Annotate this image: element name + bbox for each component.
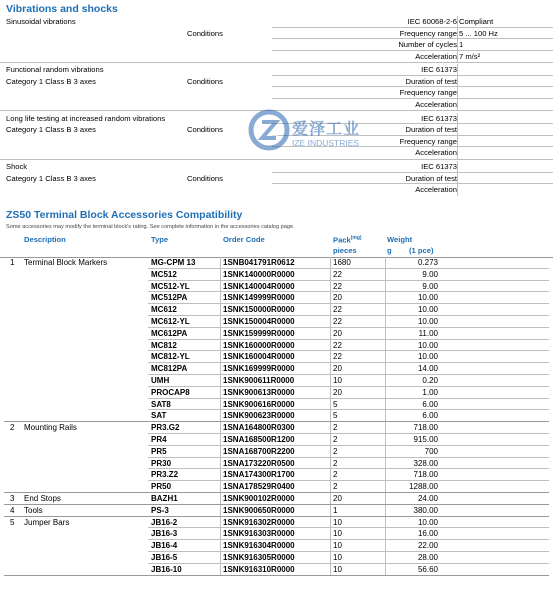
table-row [0, 564, 553, 576]
row-order-code: 1SNK900102R0000 [223, 494, 295, 503]
header-per-piece: (1 pce) [409, 246, 434, 255]
row-type: JB16-2 [151, 517, 178, 527]
row-pack: 2 [333, 458, 338, 468]
row-pack: 2 [333, 446, 338, 456]
category-label: Category 1 Class B 3 axes [6, 125, 96, 134]
row-pack: 1680 [333, 258, 351, 267]
row-pack: 22 [333, 281, 342, 291]
row-weight: 1.00 [422, 387, 438, 397]
vib-row [0, 39, 553, 51]
conditions-label: Conditions [187, 125, 223, 134]
row-type: MC812PA [151, 364, 188, 374]
row-type: JB16-4 [151, 541, 178, 551]
row-type: UMH [151, 376, 170, 385]
row-type: SAT [151, 411, 167, 421]
row-description: Tools [24, 505, 43, 515]
table-row [0, 304, 553, 316]
row-weight: 915.00 [413, 435, 438, 444]
row-order-code: 1SNB041791R0612 [223, 258, 295, 267]
table-row [0, 316, 553, 328]
row-order-code: 1SNA174300R1700 [223, 470, 295, 480]
row-number: 3 [10, 494, 15, 503]
row-order-code: 1SNK160000R0000 [223, 340, 295, 350]
row-type: JB16-3 [151, 529, 178, 539]
table-row [0, 292, 553, 304]
compliance-value: Compliant [459, 17, 494, 26]
row-weight: 56.60 [417, 564, 438, 574]
row-order-code: 1SNK916305R0000 [223, 553, 295, 562]
row-order-code: 1SNK900650R0000 [223, 505, 295, 515]
row-weight: 11.00 [418, 328, 438, 338]
row-order-code: 1SNK140004R0000 [223, 281, 295, 291]
freq-range-label: Frequency range [399, 28, 457, 38]
row-weight: 14.00 [417, 364, 438, 374]
row-order-code: 1SNK916303R0000 [223, 529, 295, 539]
accel-label: Acceleration [415, 185, 457, 194]
row-pack: 10 [333, 553, 342, 562]
vib-row [0, 51, 553, 64]
cycles-label: Number of cycles [398, 40, 457, 49]
header-description: Description [24, 235, 66, 244]
row-weight: 700 [424, 446, 438, 456]
table-row [0, 469, 553, 481]
row-pack: 5 [333, 399, 338, 409]
row-number: 1 [10, 258, 15, 267]
table-row [0, 493, 553, 505]
row-pack: 10 [333, 376, 342, 385]
row-pack: 22 [333, 340, 342, 350]
row-order-code: 1SNK160004R0000 [223, 352, 295, 362]
table-row [0, 281, 553, 293]
row-weight: 380.00 [413, 505, 438, 515]
row-weight: 718.00 [413, 423, 438, 433]
duration-label: Duration of test [405, 125, 457, 134]
row-number: 5 [10, 517, 15, 527]
row-type: PR3.Z2 [151, 470, 179, 480]
row-weight: 22.00 [417, 541, 438, 551]
table-row [0, 528, 553, 540]
watermark-cn: 爱泽工业 [292, 121, 361, 138]
category-label: Category 1 Class B 3 axes [6, 173, 96, 183]
table-row [0, 434, 553, 446]
norm-value: IEC 61373 [421, 162, 457, 171]
vib-row [0, 173, 553, 185]
row-pack: 20 [333, 293, 342, 303]
row-weight: 28.00 [417, 553, 438, 562]
conditions-label: Conditions [187, 173, 223, 183]
table-row [0, 328, 553, 340]
row-weight: 16.00 [417, 529, 438, 539]
header-pieces: pieces [333, 246, 357, 255]
row-type: PR50 [151, 482, 172, 492]
row-number: 2 [10, 423, 15, 433]
row-description: Terminal Block Markers [24, 258, 108, 267]
row-type: PS-3 [151, 505, 169, 515]
row-pack: 22 [333, 269, 342, 279]
table-row [0, 410, 553, 422]
norm-value: IEC 60068-2-6 [407, 17, 457, 26]
vib-row [0, 28, 553, 40]
table-row [0, 399, 553, 411]
row-type: MC612-YL [151, 317, 190, 326]
header-pack-label: Pack [333, 235, 351, 245]
table-row [0, 505, 553, 517]
row-order-code: 1SNK916302R0000 [223, 517, 295, 527]
row-weight: 10.00 [417, 517, 438, 527]
accel-value: 7 m/s² [459, 51, 481, 61]
table-row [0, 540, 553, 552]
functional-label: Functional random vibrations [6, 65, 104, 74]
row-type: MC512PA [151, 293, 188, 303]
accessories-note: Some accessories may modify the terminal block's rating. See complete information in the accessories catalog page. [6, 224, 295, 230]
ize-logo-icon [248, 108, 290, 152]
table-row [0, 375, 553, 387]
header-type: Type [151, 235, 169, 244]
row-order-code: 1SNK900623R0000 [223, 411, 295, 421]
row-pack: 2 [333, 470, 338, 480]
row-type: JB16-10 [151, 564, 182, 574]
table-row [0, 340, 553, 352]
conditions-label: Conditions [187, 28, 223, 38]
row-type: PR30 [151, 458, 172, 468]
row-pack: 20 [333, 387, 342, 397]
row-type: MC612 [151, 305, 177, 315]
row-type: PR4 [151, 435, 167, 444]
row-type: JB16-5 [151, 553, 178, 562]
row-order-code: 1SNK900611R0000 [223, 376, 295, 385]
header-pack-sup: (mg) [350, 235, 362, 241]
table-row [0, 422, 553, 434]
table-row [0, 269, 553, 281]
row-order-code: 1SNK140000R0000 [223, 269, 295, 279]
conditions-label: Conditions [187, 76, 223, 86]
header-pack [333, 235, 362, 245]
row-description: Jumper Bars [24, 517, 70, 527]
row-weight: 10.00 [417, 340, 438, 350]
row-weight: 0.273 [417, 258, 438, 267]
row-pack: 20 [333, 364, 342, 374]
long-life-label: Long life testing at increased random vibrations [6, 113, 166, 123]
row-type: BAZH1 [151, 494, 178, 503]
row-weight: 0.20 [422, 376, 438, 385]
row-order-code: 1SNA178529R0400 [223, 482, 295, 492]
row-weight: 24.00 [417, 494, 438, 503]
duration-label: Duration of test [405, 173, 457, 183]
table-row [0, 363, 553, 375]
table-row [0, 446, 553, 458]
table-row [0, 517, 553, 529]
row-order-code: 1SNA168700R2200 [223, 446, 295, 456]
accel-label: Acceleration [415, 99, 457, 109]
row-order-code: 1SNK149999R0000 [223, 293, 295, 303]
accel-label: Acceleration [415, 51, 457, 61]
row-order-code: 1SNK150000R0000 [223, 305, 295, 315]
row-order-code: 1SNA173220R0500 [223, 458, 295, 468]
header-weight: Weight [387, 235, 413, 244]
row-weight: 9.00 [422, 281, 438, 291]
vibrations-title: Vibrations and shocks [6, 3, 118, 15]
row-pack: 22 [333, 317, 342, 326]
accessories-header [0, 233, 553, 258]
row-order-code: 1SNA168500R1200 [223, 435, 295, 444]
row-weight: 10.00 [417, 317, 438, 326]
cycles-value: 1 [459, 40, 464, 49]
row-weight: 328.00 [413, 458, 438, 468]
row-pack: 20 [333, 494, 342, 503]
table-row [0, 481, 553, 493]
table-row [0, 387, 553, 399]
row-weight: 10.00 [417, 305, 438, 315]
watermark-logo [248, 108, 361, 157]
sinusoidal-label: Sinusoidal vibrations [6, 17, 76, 26]
freq-range-label: Frequency range [399, 136, 457, 146]
row-type: MC812 [151, 340, 177, 350]
row-description: Mounting Rails [24, 423, 77, 433]
row-pack: 10 [333, 517, 342, 527]
row-pack: 10 [333, 541, 342, 551]
row-order-code: 1SNK150004R0000 [223, 317, 295, 326]
row-weight: 9.00 [422, 269, 438, 279]
vib-row [0, 184, 553, 196]
row-order-code: 1SNK916304R0000 [223, 541, 295, 551]
vib-row [0, 16, 553, 28]
row-pack: 1 [333, 505, 338, 515]
vib-row [0, 87, 553, 99]
row-order-code: 1SNK916310R0000 [223, 564, 295, 574]
row-weight: 6.00 [422, 399, 438, 409]
table-row [0, 552, 553, 564]
row-description: End Stops [24, 494, 61, 503]
row-pack: 2 [333, 435, 338, 444]
row-pack: 10 [333, 529, 342, 539]
table-row [0, 351, 553, 363]
accessories-title: ZS50 Terminal Block Accessories Compatibility [6, 209, 243, 221]
accel-label: Acceleration [415, 148, 457, 157]
norm-value: IEC 61373 [421, 65, 457, 74]
row-type: MC812-YL [151, 352, 190, 362]
row-order-code: 1SNK900613R0000 [223, 387, 295, 397]
row-type: MC512 [151, 269, 177, 279]
row-type: SAT8 [151, 399, 171, 409]
row-pack: 2 [333, 423, 338, 433]
row-pack: 20 [333, 328, 342, 338]
table-row [0, 458, 553, 470]
freq-range-label: Frequency range [399, 88, 457, 97]
row-weight: 10.00 [417, 352, 438, 362]
row-type: MC612PA [151, 328, 188, 338]
row-order-code: 1SNK159999R0000 [223, 328, 295, 338]
row-pack: 10 [333, 564, 342, 574]
row-order-code: 1SNA164800R0300 [223, 423, 295, 433]
row-number: 4 [10, 505, 15, 515]
row-pack: 2 [333, 482, 338, 492]
shock-label: Shock [6, 162, 28, 171]
row-type: MG-CPM 13 [151, 258, 196, 267]
row-pack: 5 [333, 411, 338, 421]
row-pack: 22 [333, 305, 342, 315]
row-order-code: 1SNK900616R0000 [223, 399, 295, 409]
row-weight: 10.00 [417, 293, 438, 303]
header-g: g [387, 246, 392, 255]
row-type: MC512-YL [151, 281, 190, 291]
header-order-code: Order Code [223, 235, 265, 244]
row-type: PROCAP8 [151, 387, 190, 397]
row-weight: 6.00 [422, 411, 438, 421]
category-label: Category 1 Class B 3 axes [6, 76, 96, 86]
duration-label: Duration of test [405, 76, 457, 86]
row-weight: 1288.00 [409, 482, 438, 492]
watermark-en: IZE INDUSTRIES [292, 138, 360, 148]
row-type: PR5 [151, 446, 167, 456]
row-type: PR3.G2 [151, 423, 180, 433]
table-row [0, 257, 553, 269]
row-weight: 718.00 [413, 470, 438, 480]
norm-value: IEC 61373 [421, 113, 457, 123]
freq-range-value: 5 ... 100 Hz [459, 28, 498, 38]
row-order-code: 1SNK169999R0000 [223, 364, 295, 374]
row-pack: 22 [333, 352, 342, 362]
vib-row [0, 76, 553, 88]
